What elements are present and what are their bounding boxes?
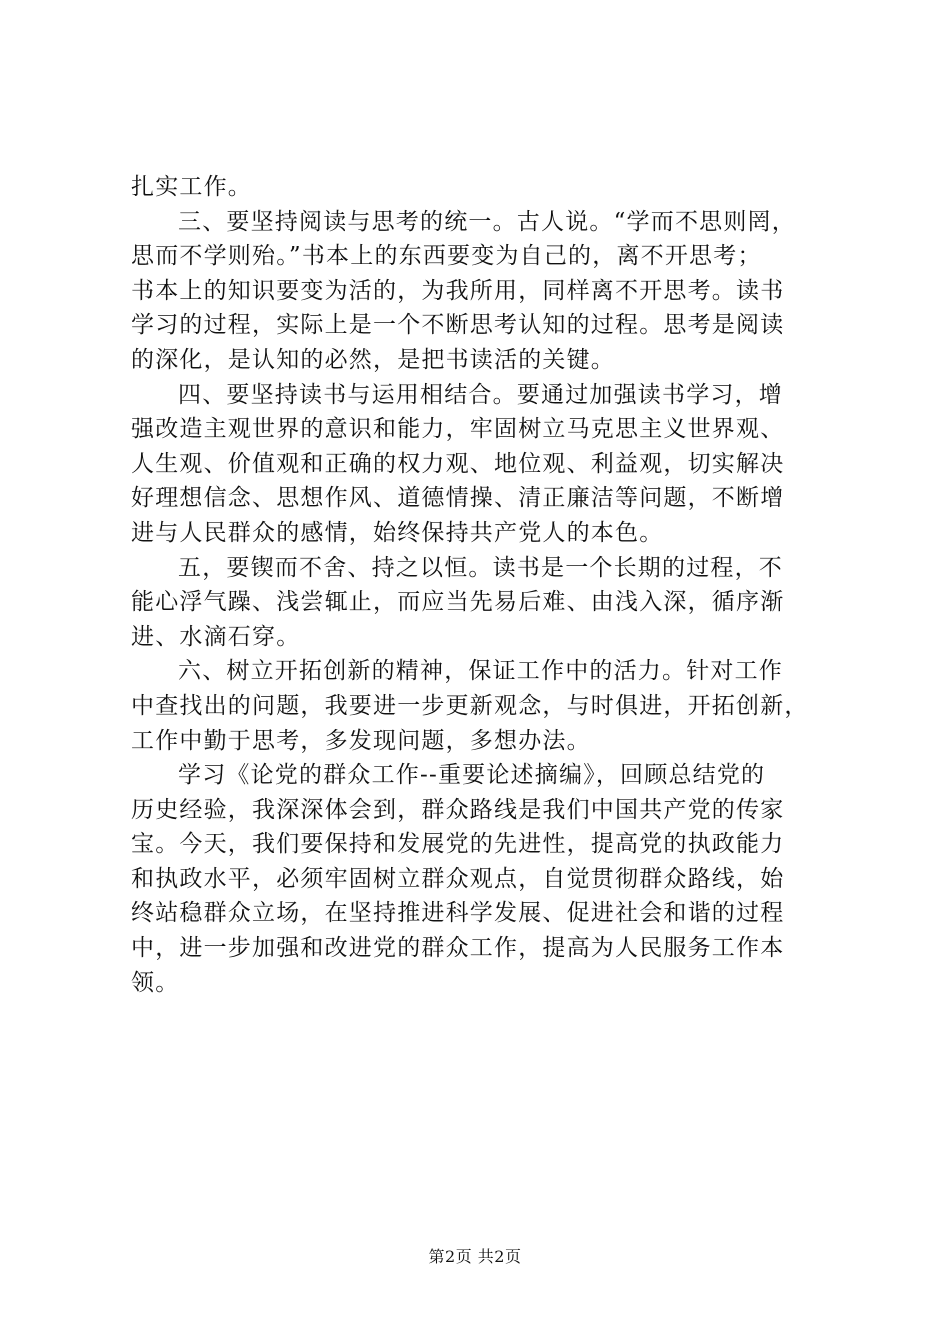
text-line: 终站稳群众立场，在坚持推进科学发展、促进社会和谐的过程 — [131, 900, 785, 927]
text-line: 学习的过程，实际上是一个不断思考认知的过程。思考是阅读 — [131, 312, 785, 339]
text-line: 工作中勤于思考，多发现问题，多想办法。 — [131, 727, 591, 754]
text-line: 人生观、价值观和正确的权力观、地位观、利益观，切实解决 — [131, 450, 785, 477]
text-line: 三、要坚持阅读与思考的统一。古人说。“学而不思则罔， — [178, 208, 796, 235]
text-line: 进、水滴石穿。 — [131, 623, 301, 650]
text-line: 书本上的知识要变为活的，为我所用，同样离不开思考。读书 — [131, 277, 785, 304]
text-line: 领。 — [131, 969, 180, 996]
document-body — [131, 170, 843, 1000]
page-number-footer: 第2页 共2页 — [428, 1247, 522, 1266]
text-line: 中查找出的问题，我要进一步更新观念，与时俱进，开拓创新， — [131, 692, 809, 719]
text-line: 强改造主观世界的意识和能力，牢固树立马克思主义世界观、 — [131, 416, 785, 443]
text-line: 学习《论党的群众工作--重要论述摘编》，回顾总结党的 — [178, 762, 766, 789]
text-line: 中，进一步加强和改进党的群众工作，提高为人民服务工作本 — [131, 935, 785, 962]
text-line: 四、要坚持读书与运用相结合。要通过加强读书学习，增 — [178, 381, 783, 408]
text-line: 思而不学则殆。”书本上的东西要变为自己的，离不开思考； — [131, 243, 762, 270]
text-line: 进与人民群众的感情，始终保持共产党人的本色。 — [131, 519, 664, 546]
text-line: 宝。今天，我们要保持和发展党的先进性，提高党的执政能力 — [131, 831, 785, 858]
text-line: 的深化，是认知的必然，是把书读活的关键。 — [131, 346, 615, 373]
text-line: 五，要锲而不舍、持之以恒。读书是一个长期的过程，不 — [178, 554, 783, 581]
text-line: 好理想信念、思想作风、道德情操、清正廉洁等问题，不断增 — [131, 485, 785, 512]
text-line: 扎实工作。 — [131, 174, 252, 200]
text-line: 历史经验，我深深体会到，群众路线是我们中国共产党的传家 — [131, 796, 785, 823]
text-line: 和执政水平，必须牢固树立群众观点，自觉贯彻群众路线，始 — [131, 865, 785, 892]
text-line: 六、树立开拓创新的精神，保证工作中的活力。针对工作 — [178, 658, 783, 685]
text-line: 能心浮气躁、浅尝辄止，而应当先易后难、由浅入深，循序渐 — [131, 589, 785, 616]
